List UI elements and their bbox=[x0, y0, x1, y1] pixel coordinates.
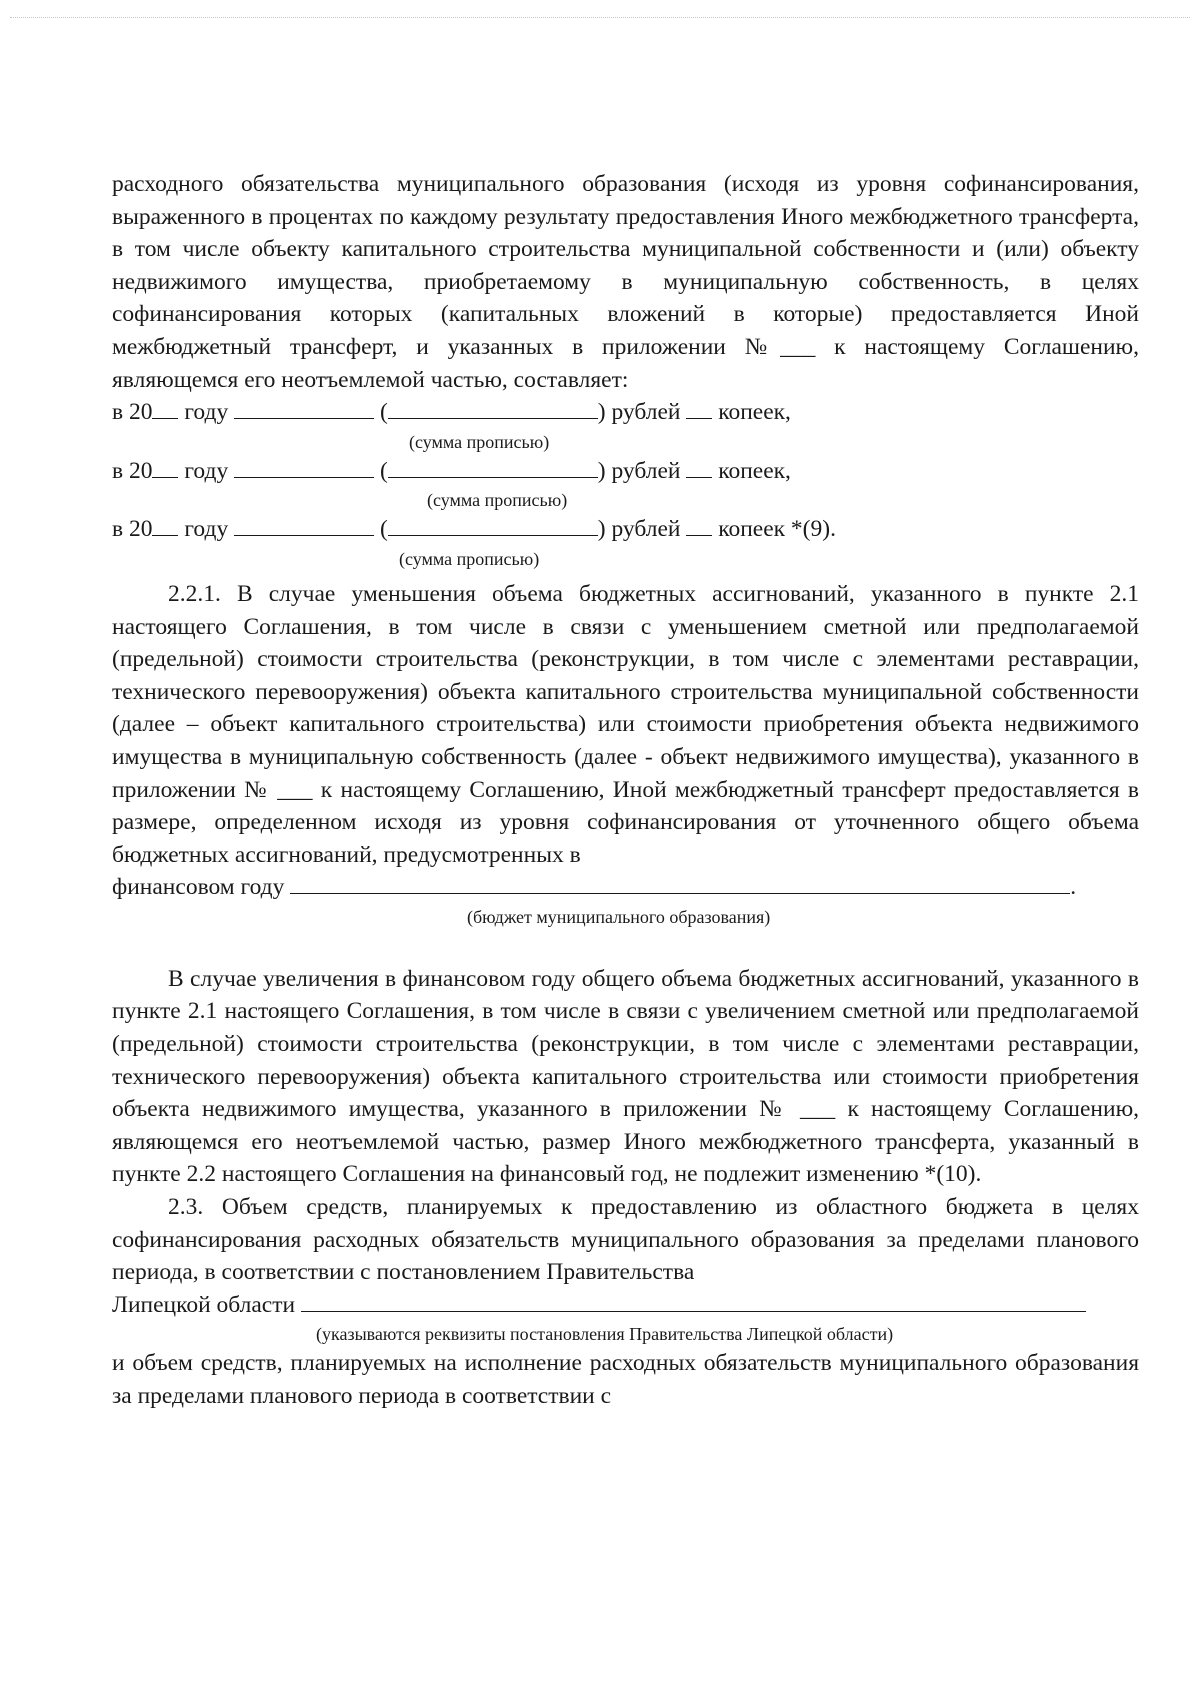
amount-blank[interactable] bbox=[234, 455, 374, 478]
paragraph-cofinancing-level: расходного обязательства муниципального образования (исходя из уровня софинансирования, выраженного в процентах по каждому результату предоставления Иного межбюджетного трансферта, в том числе объекту капитального строительства муниципальной собственности и (или) объекту недвижимого имущества, приобретаемому в муниципальную собственность, в целях софинансирования которых (капитальных вложений в которые) предоставляется Иной межбюджетный трансферт, и указанных в приложении №___ к настоящему Соглашению, являющемся его неотъемлемой частью, составляет: bbox=[112, 171, 1139, 393]
resolution-blank[interactable] bbox=[301, 1289, 1086, 1312]
kopeck-blank[interactable] bbox=[686, 396, 712, 419]
year-row-2: в 20 году ( ) рублей копеек, (сумма прописью) bbox=[112, 455, 1139, 514]
scan-top-edge bbox=[10, 17, 1190, 18]
year-row-3: в 20 году ( ) рублей копеек *(9). (сумма прописью) bbox=[112, 513, 1139, 572]
year-blank[interactable] bbox=[152, 513, 178, 536]
budget-caption: (бюджет муниципального образования) bbox=[467, 906, 771, 927]
amount-caption: (сумма прописью) bbox=[427, 490, 568, 511]
amount-words-blank[interactable] bbox=[388, 396, 598, 419]
year-blank[interactable] bbox=[152, 455, 178, 478]
region-line: Липецкой области (указываются реквизиты постановления Правительства Липецкой области) bbox=[112, 1289, 1139, 1348]
year-blank[interactable] bbox=[152, 396, 178, 419]
kopeck-blank[interactable] bbox=[686, 455, 712, 478]
budget-blank[interactable] bbox=[290, 871, 1070, 894]
amount-caption: (сумма прописью) bbox=[399, 548, 540, 569]
amount-caption: (сумма прописью) bbox=[409, 431, 550, 452]
year-row-1: в 20 году ( ) рублей копеек, (сумма прописью) bbox=[112, 396, 1139, 455]
resolution-caption: (указываются реквизиты постановления Правительства Липецкой области) bbox=[316, 1324, 894, 1345]
kopeck-blank[interactable] bbox=[686, 513, 712, 536]
paragraph-final: и объем средств, планируемых на исполнение расходных обязательств муниципального образования за пределами планового периода в соответствии с bbox=[112, 1350, 1139, 1409]
paragraph-increase: В случае увеличения в финансовом году общего объема бюджетных ассигнований, указанного в пункте 2.1 настоящего Соглашения, в том числе в связи с увеличением сметной или предполагаемой (предельной) стоимости строительства (реконструкции, в том числе с элементами реставрации, технического перевооружения) объекта капитального строительства или стоимости приобретения объекта недвижимого имущества, указанного в приложении № ___ к настоящему Соглашению, являющемся его неотъемлемой частью, размер Иного межбюджетного трансферта, указанный в пункте 2.2 настоящего Соглашения на финансовый год, не подлежит изменению *(10). bbox=[112, 965, 1139, 1188]
budget-line: финансовом году . (бюджет муниципального образования) bbox=[112, 871, 1139, 930]
paragraph-2-2-1: 2.2.1. В случае уменьшения объема бюджетных ассигнований, указанного в пункте 2.1 настоящего Соглашения, в том числе в связи с уменьшением сметной или предполагаемой (предельной) стоимости строительства (реконструкции, в том числе с элементами реставрации, технического перевооружения) объекта капитального строительства муниципальной собственности (далее – объект капитального строительства) или стоимости приобретения объекта недвижимого имущества в муниципальную собственность (далее - объект недвижимого имущества), указанного в приложении № ___ к настоящему Соглашению, Иной межбюджетный трансферт предоставляется в размере, определенном исходя из уровня софинансирования от уточненного общего объема бюджетных ассигнований, предусмотренных в bbox=[112, 580, 1139, 868]
amount-words-blank[interactable] bbox=[388, 455, 598, 478]
amount-words-blank[interactable] bbox=[388, 513, 598, 536]
document-page bbox=[112, 168, 1139, 1413]
amount-blank[interactable] bbox=[234, 513, 374, 536]
amount-blank[interactable] bbox=[234, 396, 374, 419]
paragraph-2-3: 2.3. Объем средств, планируемых к предоставлению из областного бюджета в целях софинансирования расходных обязательств муниципального образования за пределами планового периода, в соответствии с постановлением Правительства bbox=[112, 1194, 1139, 1286]
